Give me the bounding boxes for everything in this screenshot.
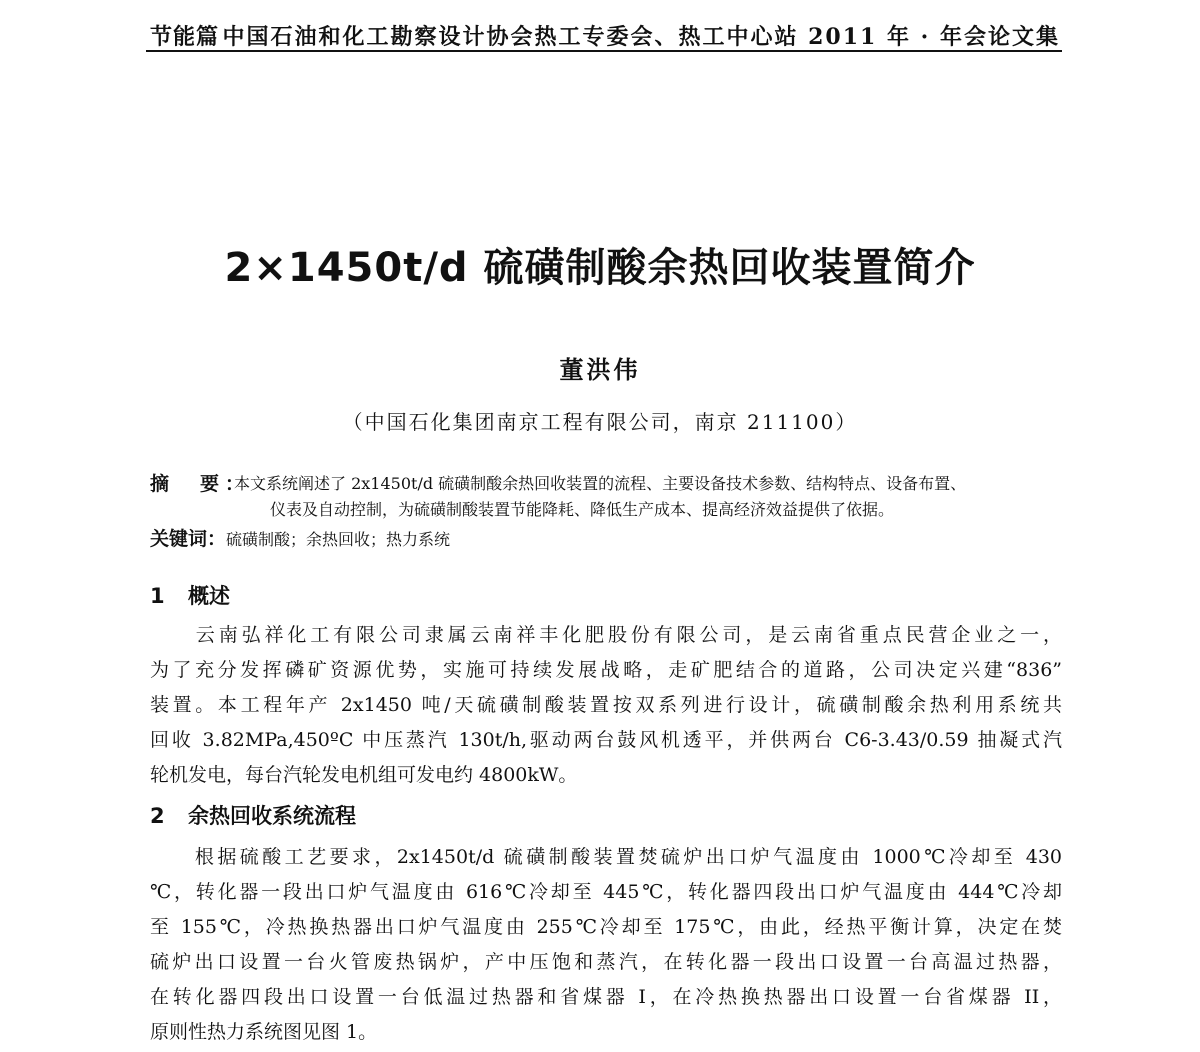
paper-affiliation: （中国石化集团南京工程有限公司，南京 211100） [342, 410, 858, 434]
paragraph-line: 为了充分发挥磷矿资源优势，实施可持续发展战略，走矿肥结合的道路，公司决定兴建“836” [150, 659, 1062, 681]
paragraph-line: 至 155℃，冷热换热器出口炉气温度由 255℃冷却至 175℃，由此，经热平衡计算，决定在焚 [150, 916, 1062, 938]
section-heading [150, 580, 230, 610]
paragraph-line: 装置。本工程年产 2x1450 吨/天硫磺制酸装置按双系列进行设计，硫磺制酸余热利用系统共 [150, 694, 1062, 716]
running-header-section: 节能篇 [150, 24, 220, 50]
paragraph-line: ℃，转化器一段出口炉气温度由 616℃冷却至 445℃，转化器四段出口炉气温度由 444℃冷却 [150, 881, 1062, 903]
paragraph-line: 云南弘祥化工有限公司隶属云南祥丰化肥股份有限公司，是云南省重点民营企业之一， [150, 624, 1062, 646]
section-title: 余热回收系统流程 [188, 804, 356, 828]
keywords-label: 关键词： [150, 528, 227, 550]
running-header-journal: 中国石油和化工勘察设计协会热工专委会、热工中心站 2011 年 · 年会论文集 [222, 24, 1060, 50]
paragraph-line: 原则性热力系统图见图 1。 [150, 1021, 378, 1043]
section-title: 概述 [188, 584, 230, 608]
abstract-line: 本文系统阐述了 2x1450t/d 硫磺制酸余热回收装置的流程、主要设备技术参数、结构特点、设备布置、 [234, 474, 967, 493]
paragraph-line: 在转化器四段出口设置一台低温过热器和省煤器 I，在冷热换热器出口设置一台省煤器 II， [150, 986, 1062, 1008]
abstract-line: 仪表及自动控制，为硫磺制酸装置节能降耗、降低生产成本、提高经济效益提供了依据。 [270, 500, 895, 519]
keywords-text: 硫磺制酸；余热回收；热力系统 [226, 530, 451, 549]
paragraph-line: 根据硫酸工艺要求，2x1450t/d 硫磺制酸装置焚硫炉出口炉气温度由 1000℃冷却至 430 [150, 846, 1062, 868]
paragraph-line: 回收 3.82MPa,450ºC 中压蒸汽 130t/h,驱动两台鼓风机透平，并供两台 C6-3.43/0.59 抽凝式汽 [150, 729, 1062, 751]
paragraph-line: 轮机发电，每台汽轮发电机组可发电约 4800kW。 [150, 764, 578, 786]
section-number: 2 [150, 804, 165, 828]
paragraph-line: 硫炉出口设置一台火管废热锅炉，产中压饱和蒸汽，在转化器一段出口设置一台高温过热器， [150, 951, 1062, 973]
keywords [150, 524, 450, 551]
section-heading [150, 800, 356, 830]
abstract-label: 摘 要： [150, 473, 251, 495]
header-rule [146, 50, 1062, 52]
paper-title: 2×1450t/d 硫磺制酸余热回收装置简介 [224, 245, 976, 291]
paper-author: 董洪伟 [559, 355, 641, 384]
section-number: 1 [150, 584, 165, 608]
